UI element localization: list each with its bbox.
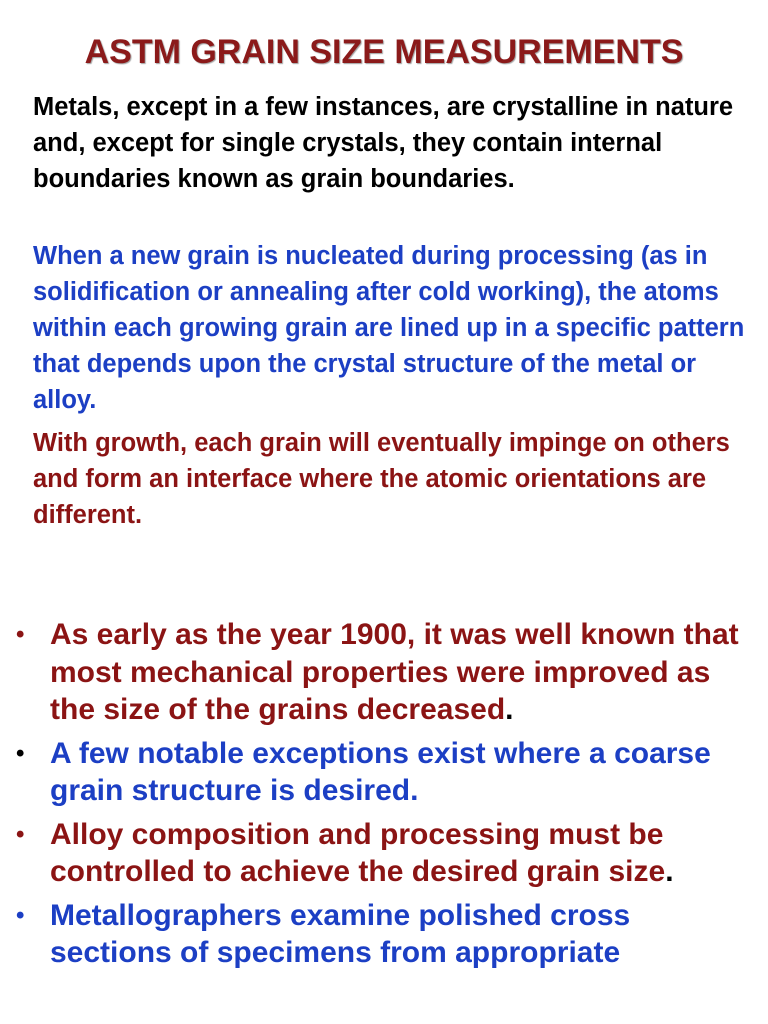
- bullet-marker: •: [16, 739, 25, 767]
- paragraph-grain-boundaries: Metals, except in a few instances, are crystalline in nature and, except for single crystals, they contain internal boundaries known as grain boundaries.: [33, 93, 734, 193]
- bullet-text: Metallographers examine polished cross sections of specimens from appropriate: [50, 898, 631, 969]
- paragraph-nucleation: When a new grain is nucleated during processing (as in solidification or annealing after cold working), the atoms within each growing grain are lined up in a specific pattern that depends upon the crystal structure of the metal or alloy.: [33, 242, 745, 414]
- bullet-item: [0, 735, 750, 810]
- bullet-marker: •: [16, 820, 25, 848]
- bullet-text: Alloy composition and processing must be controlled to achieve the desired grain size: [50, 817, 666, 888]
- page-title: ASTM GRAIN SIZE MEASUREMENTS: [84, 33, 684, 71]
- bullet-marker: •: [16, 901, 25, 929]
- bullet-text: A few notable exceptions exist where a coarse grain structure is desired.: [50, 736, 711, 807]
- bullet-suffix: .: [505, 693, 514, 726]
- paragraph-growth: With growth, each grain will eventually impinge on others and form an interface where the atomic orientations are different.: [33, 429, 730, 529]
- bullet-item: [0, 816, 750, 891]
- bullet-item: [0, 616, 750, 729]
- bullet-item: [0, 897, 750, 972]
- bullet-marker: •: [16, 621, 25, 648]
- bullet-list: [0, 616, 768, 978]
- bullet-text: As early as the year 1900, it was well known that most mechanical properties were improved as the size of the grains decreased: [50, 618, 739, 726]
- bullet-suffix: .: [665, 855, 674, 888]
